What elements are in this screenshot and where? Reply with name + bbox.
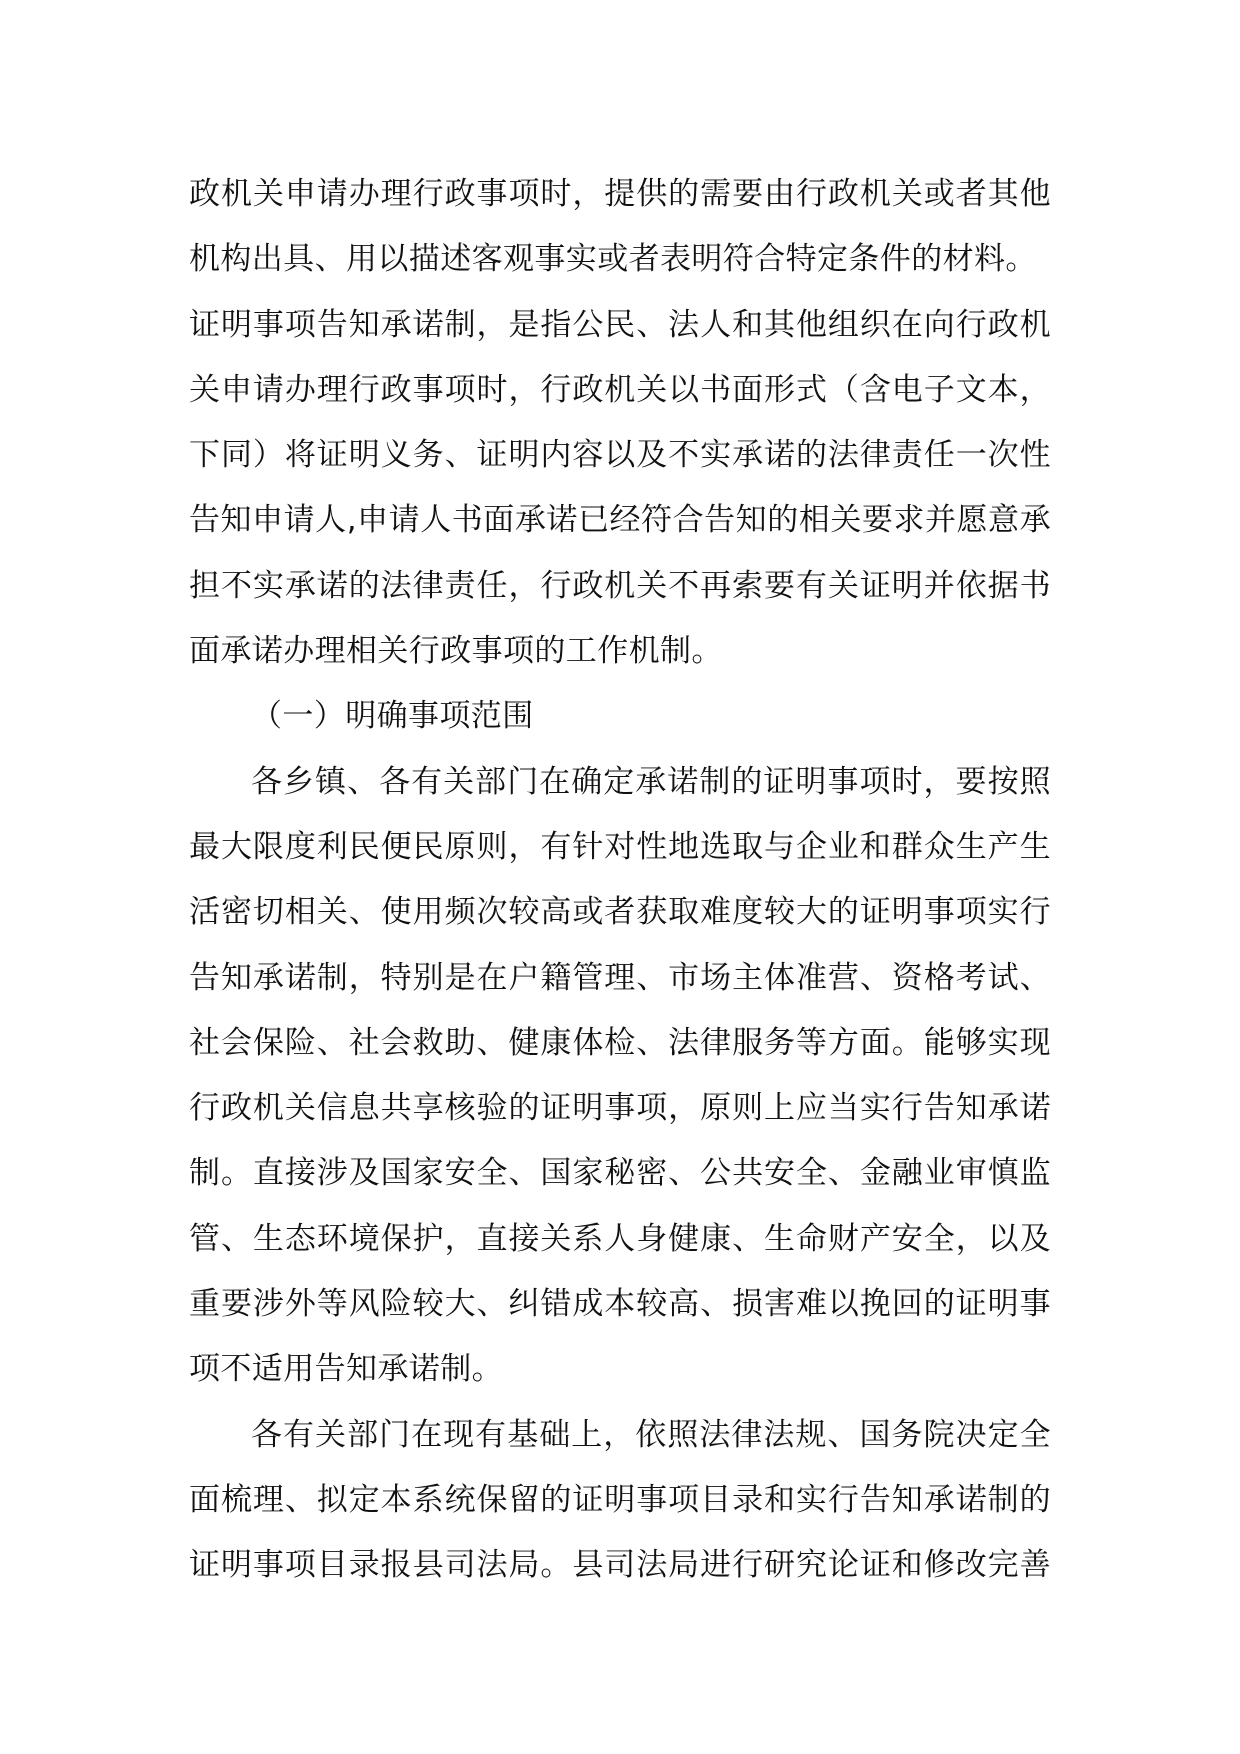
text-line: 制。直接涉及国家安全、国家秘密、公共安全、金融业审慎监 (189, 1155, 1051, 1192)
text-line: 最大限度利民便民原则，有针对性地选取与企业和群众生产生 (189, 828, 1051, 865)
text-line: 重要涉外等风险较大、纠错成本较高、损害难以挽回的证明事 (189, 1286, 1051, 1323)
text-line: 项不适用告知承诺制。 (189, 1351, 503, 1388)
text-line: 各乡镇、各有关部门在确定承诺制的证明事项时，要按照 (251, 763, 1051, 800)
text-line: 面梳理、拟定本系统保留的证明事项目录和实行告知承诺制的 (189, 1481, 1051, 1518)
text-line: 社会保险、社会救助、健康体检、法律服务等方面。能够实现 (189, 1024, 1051, 1061)
document-body (189, 162, 1051, 1599)
text-line: 证明事项告知承诺制，是指公民、法人和其他组织在向行政机 (189, 306, 1051, 343)
text-line: 机构出具、用以描述客观事实或者表明符合特定条件的材料。 (189, 241, 1037, 278)
text-line: 面承诺办理相关行政事项的工作机制。 (189, 633, 723, 670)
text-line: 下同）将证明义务、证明内容以及不实承诺的法律责任一次性 (189, 437, 1051, 474)
text-line: 管、生态环境保护，直接关系人身健康、生命财产安全，以及 (189, 1220, 1051, 1257)
text-line: （一）明确事项范围 (251, 698, 534, 735)
text-line: 告知承诺制，特别是在户籍管理、市场主体准营、资格考试、 (189, 959, 1051, 996)
text-line: 担不实承诺的法律责任，行政机关不再索要有关证明并依据书 (189, 567, 1051, 604)
text-line: 告知申请人,申请人书面承诺已经符合告知的相关要求并愿意承 (189, 502, 1051, 539)
text-line: 政机关申请办理行政事项时，提供的需要由行政机关或者其他 (189, 176, 1051, 212)
text-line: 关申请办理行政事项时，行政机关以书面形式（含电子文本， (189, 371, 1051, 408)
text-line: 行政机关信息共享核验的证明事项，原则上应当实行告知承诺 (189, 1090, 1051, 1127)
text-line: 证明事项目录报县司法局。县司法局进行研究论证和修改完善 (189, 1547, 1051, 1584)
text-line: 各有关部门在现有基础上，依照法律法规、国务院决定全 (251, 1416, 1051, 1453)
text-line: 活密切相关、使用频次较高或者获取难度较大的证明事项实行 (189, 894, 1051, 931)
